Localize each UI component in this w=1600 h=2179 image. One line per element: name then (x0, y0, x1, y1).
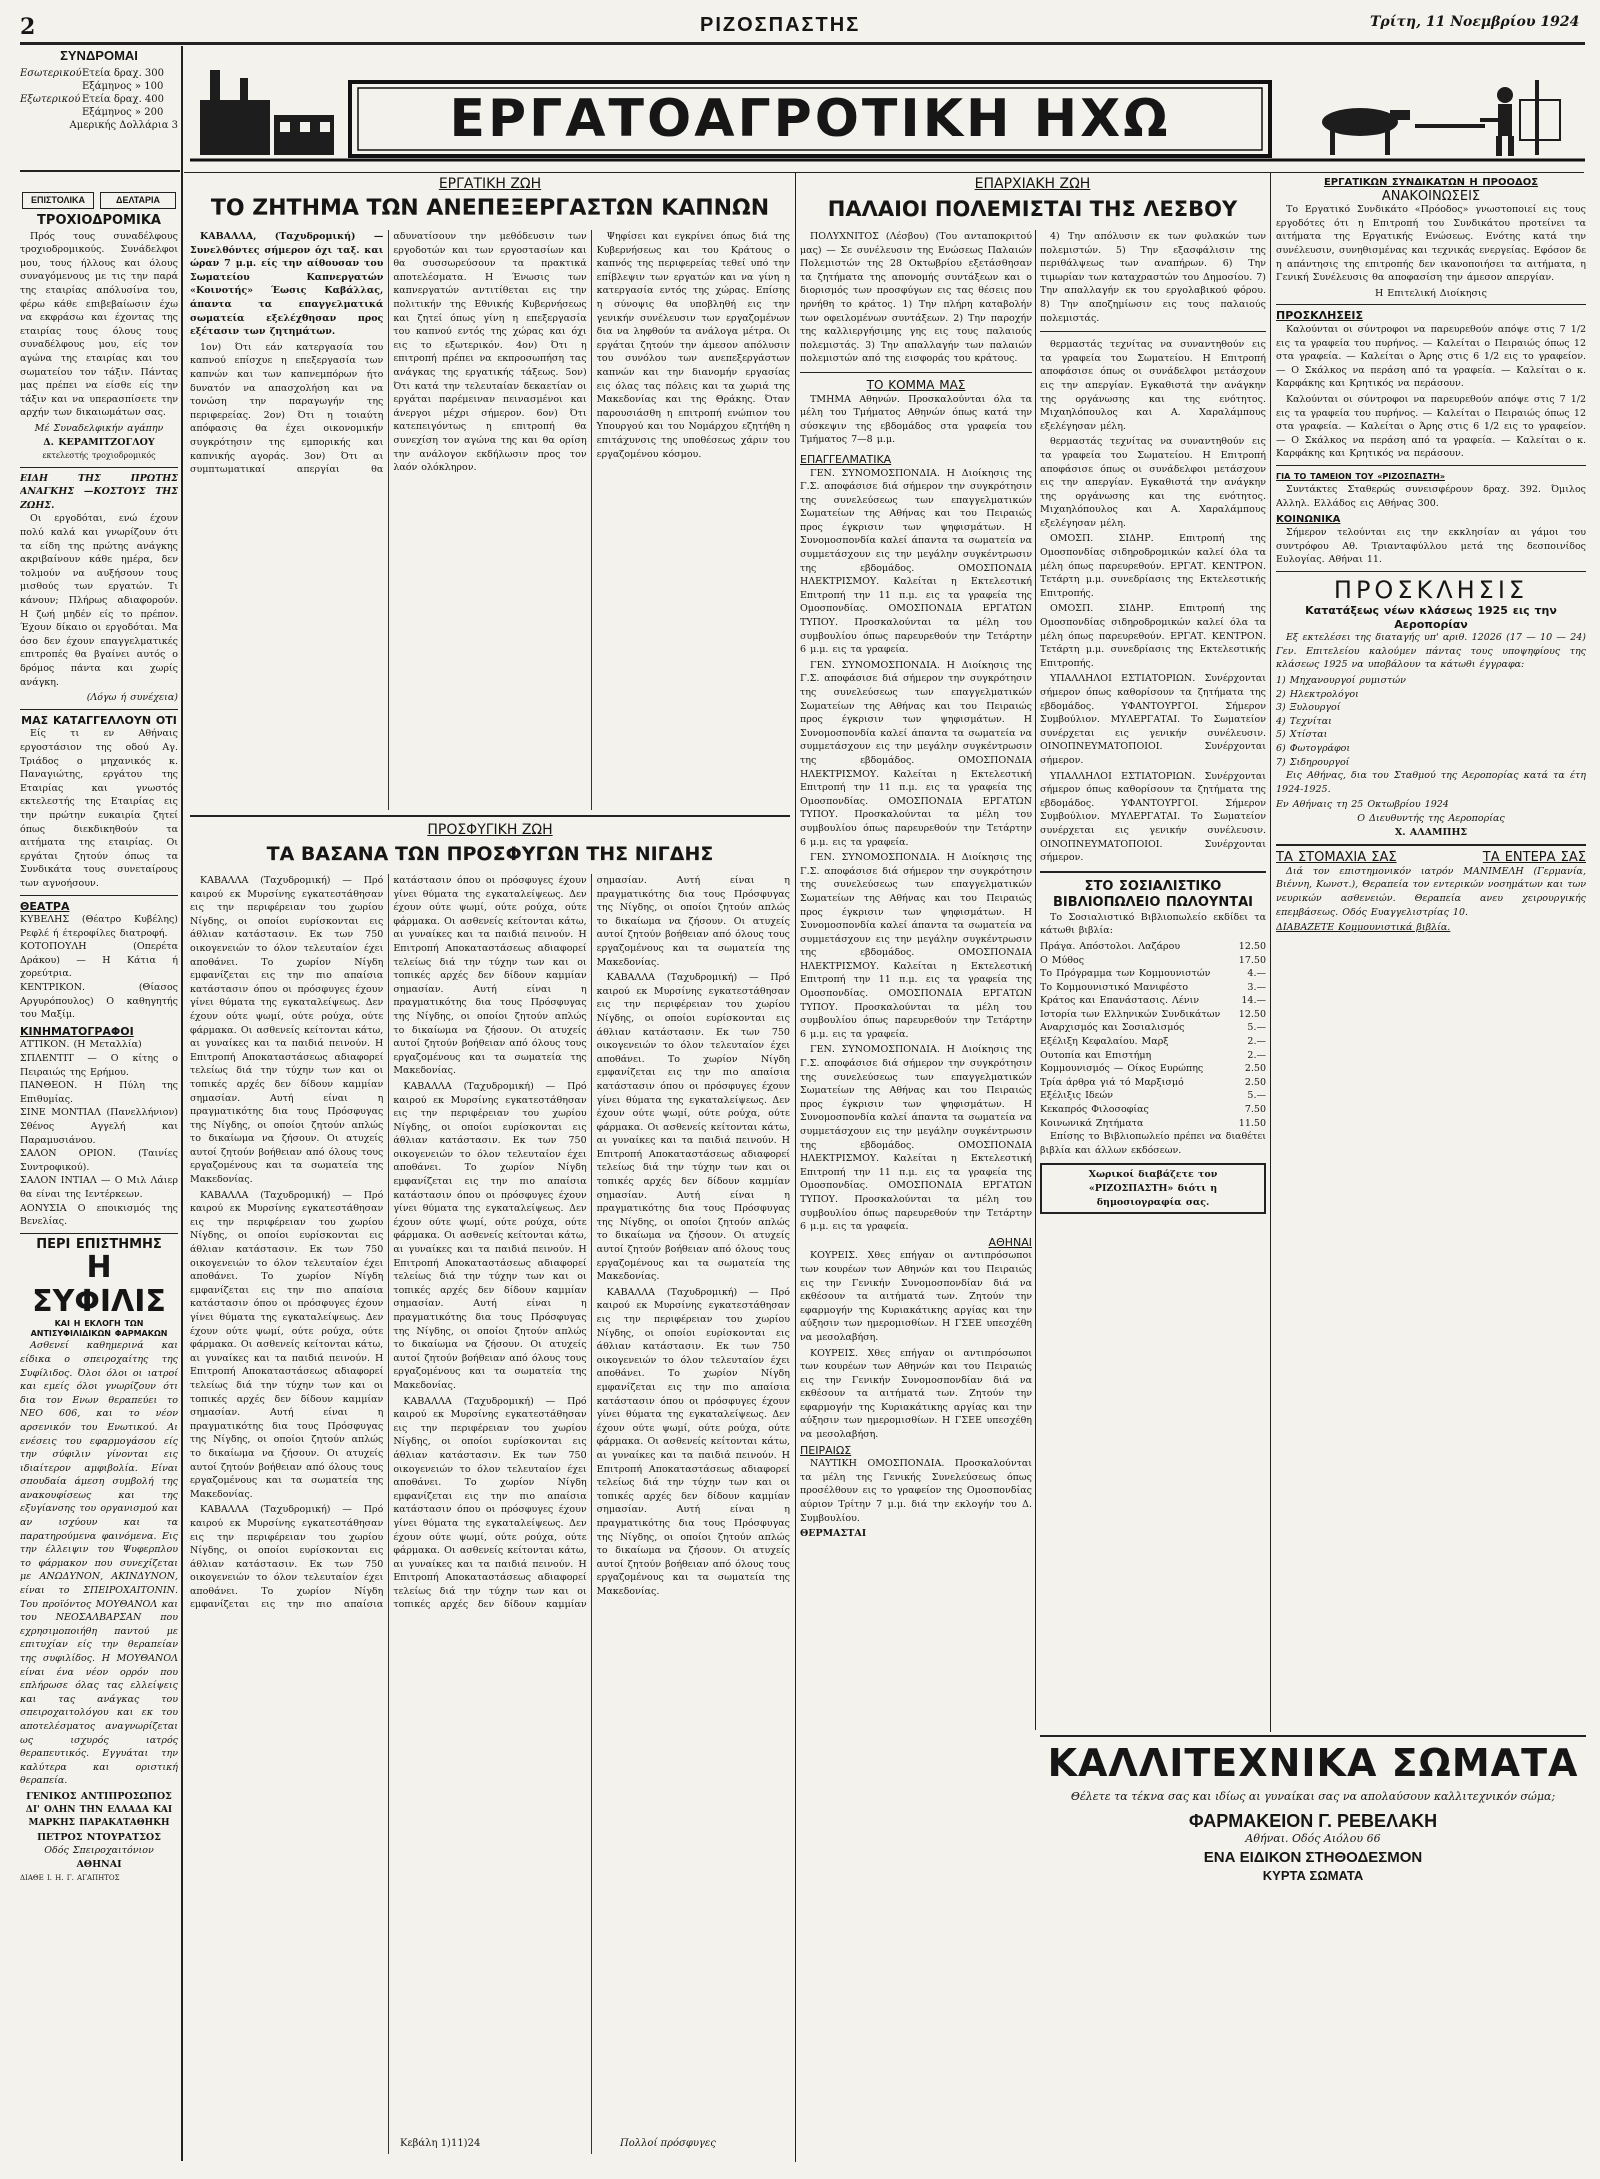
column-rule (1270, 172, 1271, 1732)
cinema-item: ΣΙΝΕ ΜΟΝΤΙΑΛ (Πανελλήνιον) Σθένος Αγγελή και Παραμυσιάνου. (20, 1107, 178, 1146)
refugee-dateline: Κεβάλη 1)11)24 (400, 2138, 481, 2149)
column-5 (1276, 176, 1586, 1731)
agent-city: ΑΘΗΝΑΙ (76, 1858, 122, 1870)
call-item: 6) Φωτογράφοι (1276, 742, 1351, 754)
refugee-headline: ΤΑ ΒΑΣΑΝΑ ΤΩΝ ΠΡΟΣΦΥΓΩΝ ΤΗΣ ΝΙΓΔΗΣ (266, 843, 714, 865)
article-body: ΚΑΒΑΛΛΑ (Ταχυδρομική) — Πρό καιρού εκ Μυρσίνης εγκατεστάθησαν εις την περιφέρειαν του χωρίου Νίγδης, οι οποίοι ευρίσκονται εις άθλιαν κατάστασιν. Εκ των 750 οικογενειών το όλον τελευταίον έχει αποθάνει. Το χωρίον Νίγδη εμφανίζεται εις την πιο απαίσια κατάστασιν όπου οι πρόσφυγες έχουν γίνει θύματα της εγκαταλείψεως. Δεν έχουν ούτε ψωμί, ούτε ρούχα, ούτε φάρμακα. Οι ασθενείς κείτονται κάτω, αι γυναίκες και τα παιδιά πεινούν. Η Επιτροπή Αποκαταστάσεως αδιαφορεί τελείως διά την τύχην των και οι τοπικές αρχές δεν δίδουν καμμίαν σημασίαν. Αυτή είναι η πραγματικότης δια τους Πρόσφυγας της Νίγδης, οι οποίοι ζητούν απλώς το δικαίωμα να ζήσουν. Οι ατυχείς αυτοί ζητούν βοήθειαν από όλους τους εργαζομένους και τα σωματεία της Μακεδονίας. (596, 972, 790, 1283)
pharmacy-name: ΦΑΡΜΑΚΕΙΟΝ Γ. ΡΕΒΕΛΑΚΗ (1188, 1811, 1438, 1831)
denounce-title: ΜΑΣ ΚΑΤΑΓΓΕΛΛΟΥΝ ΟΤΙ (21, 713, 177, 727)
professional-title: ΕΠΑΓΓΕΛΜΑΤΙΚΑ (800, 452, 892, 466)
exterior-label: Εξωτερικού (20, 94, 81, 105)
veterans-headline: ΠΑΛΑΙΟΙ ΠΟΛΕΜΙΣΤΑΙ ΤΗΣ ΛΕΣΒΟΥ (827, 197, 1238, 221)
theatre-item: ΚΥΒΕΛΗΣ (Θέατρο Κυβέλης) Ρεφλέ ή έτεροφίλες διατροφή. (20, 914, 178, 939)
agent-name: ΠΕΤΡΟΣ ΝΤΟΥΡΑΤΣΟΣ (37, 1831, 161, 1843)
article-body: 4) Την απόλυσιν εκ των φυλακών των πολεμιστών. 5) Την εξασφάλισιν της περιθάλψεως των αναπήρων. 6) Την τιμωρίαν των καταχραστών του Δημοσίου. 7) Την απαλλαγήν εκ του εργολαβικού φόρου. 8) Την αποζημίωσιν εις τους παλαιούς πολεμιστάς. (1040, 231, 1266, 324)
call-signature: Ο Διευθυντής της Αεροπορίας (1357, 812, 1505, 824)
rizospastis-box: Χωρικοί διαβάζετε τον «ΡΙΖΟΣΠΑΣΤΗ» διότι η δημοσιογραφία σας. (1040, 1163, 1266, 1214)
party-title: ΤΟ ΚΟΜΜΑ ΜΑΣ (866, 377, 966, 392)
notice-title: ΑΝΑΚΟΙΝΩΣΕΙΣ (1381, 188, 1481, 204)
article-body: Διά τον επιστημονικόν ιατρόν ΜΑΝΙΜΕΛΗ (Γερμανία, Βιέννη, Κωνστ.), Θεραπεία τον εντερικών νοσημάτων και των νευρικών ασθενειών. Θεραπεία ανευ χειρουργικής επεμβάσεως. Οδός Ευαγγελιστρίας 10. (1276, 865, 1586, 918)
book-row: Ο Μύθος 17.50 (1040, 954, 1266, 966)
bookshop-intro: Το Σοσιαλιστικό Βιβλιοπωλείο εκδίδει τα κάτωθι βιβλία: (1040, 911, 1266, 937)
article-body: ΠΟΛΥΧΝΙΤΟΣ (Λέσβου) (Του ανταποκριτού μας) — Σε συνέλευσιν της Ενώσεως Παλαιών Πολεμιστών της 28 Οκτωβρίου εξετάσθησαν τα ζητήματα της απονομής συντάξεων και ο διορισμός των προσφύγων εις τας θέσεις που ηρνήθη το κράτος. 1) Την πλήρη καταβολήν των οφειλομένων συντάξεων. 2) Την παροχήν της καλλιεργήσιμης γης εις τους παλαιούς πολεμιστάς. 3) Την απαλλαγήν των παλαιών πολεμιστών από της εισφοράς του κράτους. (800, 231, 1032, 365)
book-row: Πράγα. Απόστολοι. Λαζάρου 12.50 (1040, 940, 1266, 952)
syphilis-subtitle: ΚΑΙ Η ΕΚΛΟΓΗ ΤΩΝ ΑΝΤΙΣΥΦΙΛΙΔΙΚΩΝ ΦΑΡΜΑΚΩΝ (30, 1319, 168, 1339)
article-lead: ΚΑΒΑΛΛΑ, (Ταχυδρομική) — Συνελθόντες σήμερον όχι ταξ. και ώραν 7 μ.μ. είς την αίθουσαν του Σωματείου Καπνεργατών «Κοινοτής» Έωσις Καβάλλας, άπαντα τα επαγγελματικά σωματεία εξελέχθησαν προς εξέτασιν των ζητημάτων. (190, 231, 384, 338)
book-row: Κοινωνικά Ζητήματα 11.50 (1040, 1117, 1266, 1129)
cinema-title: ΚΙΝΗΜΑΤΟΓΡΑΦΟΙ (20, 1024, 134, 1038)
book-row: Κεκαπρός Φιλοσοφίας 7.50 (1040, 1104, 1266, 1116)
factory-icon (200, 70, 334, 155)
theatre-item: ΚΕΝΤΡΙΚΟΝ. (Θίασος Αργυρόπουλος) Ο καθηγητής του Μαξίμ. (20, 982, 178, 1021)
athens-title: ΑΘΗΝΑΙ (988, 1235, 1032, 1249)
article-body: ΚΟΥΡΕΙΣ. Χθες επήγαν οι αντιπρόσωποι των κουρέων των Αθηνών και του Πειραιώς εις την Γενικήν Συνομοσπονδίαν διά να εκθέσουν τα αιτήματά των. Ζητούν την εφαρμογήν της Κυριακάτικης αργίας και την αύξησιν των ημερομισθίων. Η ΓΣΕΕ υπεσχέθη να μεσολαβήση. (800, 1250, 1032, 1343)
call-date: Εν Αθήναις τη 25 Οκτωβρίου 1924 (1276, 799, 1449, 811)
column-3 (800, 230, 1032, 2155)
article-body: Εξ εκτελέσει της διαταγής υπ' αριθ. 12026 (17 — 10 — 24) Γεν. Επιτελείου καλούμεν πάντας τους υποψηφίους της κλάσεως 1925 να υποβάλουν τα κάτωθι έγγραφα: (1276, 632, 1586, 671)
price-row: Εξάμηνος » 200 (82, 107, 164, 118)
syphilis-title: Η ΣΥΦΙΛΙΣ (32, 1250, 166, 1320)
call-item: 1) Μηχανουργοί ρυμιστών (1276, 675, 1406, 686)
article-body: Συντάκτες Σταθερώς συνεισφέρουν δραχ. 392. Όμιλος Αλληλ. Ελλάδος εις Αθήνας 300. (1276, 484, 1586, 510)
price-row: Ετεία δραχ. 300 (82, 68, 165, 79)
signature-role: εκτελεστής τροχιοδρομικός (42, 451, 156, 461)
continued-note: (Λόγω ή συνέχεια) (86, 692, 178, 704)
call-item: 2) Ηλεκτρολόγοι (1276, 688, 1359, 700)
book-row: Εξέλιξη Κεφαλαίου. Μαρξ 2.— (1040, 1036, 1266, 1048)
interior-label: Εσωτερικού (20, 68, 82, 79)
article-body: ΚΑΒΑΛΛΑ (Ταχυδρομική) — Πρό καιρού εκ Μυρσίνης εγκατεστάθησαν εις την περιφέρειαν του χωρίου Νίγδης, οι οποίοι ευρίσκονται εις άθλιαν κατάστασιν. Εκ των 750 οικογενειών το όλον τελευταίον έχει αποθάνει. Το χωρίον Νίγδη εμφανίζεται εις την πιο απαίσια κατάστασιν όπου οι πρόσφυγες έχουν γίνει θύματα της εγκαταλείψεως. Δεν έχουν ούτε ψωμί, ούτε ρούχα, ούτε φάρμακα. Οι ασθενείς κείτονται κάτω, αι γυναίκες και τα παιδιά πεινούν. Η Επιτροπή Αποκαταστάσεως αδιαφορεί τελείως διά την τύχην των και οι τοπικές αρχές δεν δίδουν καμμίαν σημασίαν. Αυτή είναι η πραγματικότης δια τους Πρόσφυγας της Νίγδης, οι οποίοι ζητούν απλώς το δικαίωμα να ζήσουν. Οι ατυχείς αυτοί ζητούν βοήθειαν από όλους τους εργαζομένους και τα σωματεία της Μακεδονίας. (190, 1189, 384, 1500)
price-row: Ετεία δραχ. 400 (82, 94, 165, 105)
article-body: ΚΑΒΑΛΛΑ (Ταχυδρομική) — Πρό καιρού εκ Μυρσίνης εγκατεστάθησαν εις την περιφέρειαν του χωρίου Νίγδης, οι οποίοι ευρίσκονται εις άθλιαν κατάστασιν. Εκ των 750 οικογενειών το όλον τελευταίον έχει αποθάνει. Το χωρίον Νίγδη εμφανίζεται εις την πιο απαίσια κατάστασιν όπου οι πρόσφυγες έχουν γίνει θύματα της εγκαταλείψεως. Δεν έχουν ούτε ψωμί, ούτε ρούχα, ούτε φάρμακα. Οι ασθενείς κείτονται κάτω, αι γυναίκες και τα παιδιά πεινούν. Η Επιτροπή Αποκαταστάσεως αδιαφορεί τελείως διά την τύχην των και οι τοπικές αρχές δεν δίδουν καμμίαν σημασίαν. Αυτή είναι η πραγματικότης δια τους Πρόσφυγας της Νίγδης, οι οποίοι ζητούν απλώς το δικαίωμα να ζήσουν. Οι ατυχείς αυτοί ζητούν βοήθειαν από όλους τους εργαζομένους και τα σωματεία της Μακεδονίας. (393, 875, 790, 1611)
agent-region: ΔΙ' ΟΛΗΝ ΤΗΝ ΕΛΛΑΔΑ ΚΑΙ ΜΑΡΚΗΣ ΠΑΡΑΚΑΤΑΘΗΚΗ (25, 1804, 173, 1829)
read-books-line: ΔΙΑΒΑΖΕΤΕ Κομμουνιστικά βιβλία. (1276, 922, 1451, 934)
article-body: ΟΜΟΣΠ. ΣΙΔΗΡ. Επιτροπή της Ομοσπονδίας σιδηροδρομικών καλεί όλα τα μέλη όπως παρευρεθούν. ΕΡΓΑΤ. ΚΕΝΤΡΟΝ. Τετάρτη μ.μ. συνεδρίασις της Εκτελεστικής Επιτροπής. (1040, 533, 1266, 599)
header-rule (20, 42, 1585, 45)
corset-subtitle: ΕΝΑ ΕΙΔΙΚΟΝ ΣΤΗΘΟΔΕΣΜΟΝ (1203, 1849, 1423, 1866)
call-item: 7) Σιδηρουργοί (1276, 756, 1350, 768)
article-body: Καλούνται οι σύντροφοι να παρευρεθούν απόψε στις 7 1/2 εις τα γραφεία του πυρήνος. — Καλείται ο Πειραιώς όπως 12 στα γραφεία. — Καλείται ο Άρης στις 6 1/2 εις το γραφείον. — Ο Σκάλκος να περάση από τα γραφεία. — Καλείται ο κ. Καρφάκης και Κρητικός να περάσουν. (1276, 323, 1586, 390)
article-body: ΤΜΗΜΑ Αθηνών. Προσκαλούνται όλα τα μέλη του Τμήματος Αθηνών όπως κατά την σύσκεψιν της εβδομάδος στα γραφεία του Τμήματος 7—8 μ.μ. (800, 393, 1032, 446)
article-body: ΓΕΝ. ΣΥΝΟΜΟΣΠΟΝΔΙΑ. Η Διοίκησις της Γ.Σ. αποφάσισε διά σήμερον την συγκρότησιν της συνελεύσεως των επαγγελματικών Σωματείων της Αθήνας και του Πειραιώς προς έγκρισιν των ψηφισμάτων. Η Συνομοσπονδία καλεί άπαντα τα σωματεία να συμμετάσχουν εις την μεγάλην συγκέντρωσιν της εβδομάδος. ΟΜΟΣΠΟΝΔΙΑ ΗΛΕΚΤΡΙΣΜΟΥ. Καλείται η Εκτελεστική Επιτροπή την 11 π.μ. εις τα γραφεία της Ομοσπονδίας. ΟΜΟΣΠΟΝΔΙΑ ΕΡΓΑΤΩΝ ΤΥΠΟΥ. Προσκαλούνται τα μέλη του συμβουλίου όπως παρευρεθούν την Τετάρτην 6 μ.μ. εις τα γραφεία. (800, 852, 1032, 1040)
tobacco-article (190, 230, 790, 810)
call-item: 4) Τεχνίται (1276, 715, 1332, 727)
article-body: ΚΑΒΑΛΛΑ (Ταχυδρομική) — Πρό καιρού εκ Μυρσίνης εγκατεστάθησαν εις την περιφέρειαν του χωρίου Νίγδης, οι οποίοι ευρίσκονται εις άθλιαν κατάστασιν. Εκ των 750 οικογενειών το όλον τελευταίον έχει αποθάνει. Το χωρίον Νίγδη εμφανίζεται εις την πιο απαίσια κατάστασιν όπου οι πρόσφυγες έχουν γίνει θύματα της εγκαταλείψεως. Δεν έχουν ούτε ψωμί, ούτε ρούχα, ούτε φάρμακα. Οι ασθενείς κείτονται κάτω, αι γυναίκες και τα παιδιά πεινούν. Η Επιτροπή Αποκαταστάσεως αδιαφορεί τελείως διά την τύχην των και οι τοπικές αρχές δεν δίδουν καμμίαν σημασίαν. Αυτή είναι η πραγματικότης δια τους Πρόσφυγας της Νίγδης, οι οποίοι ζητούν απλώς το δικαίωμα να ζήσουν. Οι ατυχείς αυτοί ζητούν βοήθειαν από όλους τους εργαζομένους και τα σωματεία της Μακεδονίας. (596, 1286, 790, 1597)
column-4 (1040, 230, 1266, 1730)
subscriptions-box (20, 48, 178, 188)
agent-address: Οδός Σπειροχαιτόνιον (44, 1845, 154, 1857)
article-body: Το Εργατικό Συνδικάτο «Πρόοδος» γνωστοποιεί εις τους εργοδότες ότι η Επιτροπή του Συνδικάτου προτείνει τα αιτήματα της Εργατικής Ενώσεως. Ενότης κατά την συνέλευσιν, συνηθισμένας και τεχνικάς ενεργείας. Εφόσον δε η απάντησις της επιτροπής δεν ικανοποιήσει τα αιτήματα, η Γενική Συνέλευσις θα αποφασίση την άμεσον απεργίαν. (1276, 204, 1586, 284)
corset-advert (1040, 1740, 1586, 2160)
article-body: ΥΠΑΛΛΗΛΟΙ ΕΣΤΙΑΤΟΡΙΩΝ. Συνέρχονται σήμερον όπως καθορίσουν τα ζητήματα της εβδομάδος. ΥΦΑΝΤΟΥΡΓΟΙ. Σήμερον Συμβούλιον. ΜΥΛΕΡΓΑΤΑΙ. Το Σωματείον συνέρχεται εις γενικήν συνέλευσιν. ΟΙΝΟΠΝΕΥΜΑΤΟΠΟΙΟΙ. Συνέρχονται σήμερον. (1040, 673, 1266, 766)
paper-name: ΡΙΖΟΣΠΑΣΤΗΣ (700, 14, 861, 36)
subscriptions-title: ΣΥΝΔΡΟΜΑΙ (60, 48, 138, 63)
column-rule (1035, 230, 1036, 1730)
banner (190, 60, 1585, 165)
column-rule (181, 46, 183, 2161)
book-row: Κράτος και Επανάστασις. Λένιν 14.— (1040, 995, 1266, 1007)
signature-line: Μέ Συναδελφικήν αγάπην (34, 422, 164, 434)
invites-title: ΠΡΟΣΚΛΗΣΕΙΣ (1276, 309, 1364, 323)
article-body: Είς τι εν Αθήναις εργοστάσιον της οδού Αγ. Τριάδος ο μηχανικός κ. Παναγιώτης, εργάτου της Εταιρίας και γνωστός εκτελεστής της Εταιρίας εις την πρώτην ευκαιρία ζητεί όπως διεκδικηθούν τα αιτήματα της εταιρίας. Οι εργάται ζητούν όπως τα Συνδικάτα τους συνεταίρους των αγνοήσουν. (20, 728, 178, 889)
corset-text: Θέλετε τα τέκνα σας και ιδίως αι γυναίκαι σας να απολαύσουν καλλιτεχνικόν σώμα; (1070, 1790, 1556, 1803)
book-row: Κομμουνισμός — Οίκος Ευρώπης 2.50 (1040, 1063, 1266, 1075)
corset-title: ΚΑΛΛΙΤΕΧΝΙΚΑ ΣΩΜΑΤΑ (1047, 1741, 1579, 1785)
notice-signature: Η Επιτελική Διοίκησις (1375, 287, 1487, 299)
book-row: Το Κομμουνιστικό Μανιφέστο 3.— (1040, 981, 1266, 993)
article-body: ΥΠΑΛΛΗΛΟΙ ΕΣΤΙΑΤΟΡΙΩΝ. Συνέρχονται σήμερον όπως καθορίσουν τα ζητήματα της εβδομάδος. ΥΦΑΝΤΟΥΡΓΟΙ. Σήμερον Συμβούλιον. ΜΥΛΕΡΓΑΤΑΙ. Το Σωματείον συνέρχεται εις γενικήν συνέλευσιν. ΟΙΝΟΠΝΕΥΜΑΤΟΠΟΙΟΙ. Συνέρχονται σήμερον. (1040, 770, 1266, 864)
book-row: Ιστορία των Ελληνικών Συνδικάτων 12.50 (1040, 1008, 1266, 1020)
call-subtitle: Κατατάξεως νέων κλάσεως 1925 εις την Αεροπορίαν (1305, 604, 1557, 631)
stomach-title: ΤΑ ΣΤΟΜΑΧΙΑ ΣΑΣ (1276, 850, 1397, 866)
cinema-item: ΠΑΝΘΕΟΝ. Η Πύλη της Επιθυμίας. (20, 1080, 178, 1105)
column-1 (20, 212, 178, 2162)
cinema-item: ΣΠΛΕΝΤΙΤ — Ο κίτης ο Πειραιώς της Ερήμου. (20, 1053, 178, 1078)
price-row: Εξάμηνος » 100 (82, 81, 164, 92)
article-body: Εις Αθήνας, δια του Σταθμού της Αεροπορίας κατά τα έτη 1924-1925. (1276, 770, 1586, 795)
call-item: 3) Ξυλουργοί (1276, 702, 1341, 714)
cinema-item: ΑΤΤΙΚΟΝ. (Η Μεταλλία) (20, 1039, 142, 1051)
theatre-item: ΚΟΤΟΠΟΥΛΗ (Οπερέτα Δράκου) — Η Κάτια ή χορεύτρια. (20, 941, 178, 980)
refugee-section: ΠΡΟΣΦΥΓΙΚΗ ΖΩΗ (427, 822, 553, 838)
tram-title: ΤΡΟΧΙΟΔΡΟΜΙΚΑ (37, 213, 161, 228)
article-body: Ασθενεί καθημερινά και είδικα ο σπειροχαίτης της Συφίλιδος. Όλοι όλοι οι ιατροί και εμείς όλοι γνωρίζουν ότι δια τον Ενων θεραπεύει το ΝΕΟ 606, και το νέον αρσενικόν του Ενωτικού. Αι ενέσεις του εφαρμογάσου είς την σύφιλιν γίνονται εις ιδιαίτερον αμφιβολία. Είναι σπουδαία άμεση συμβολή της ανακουφίσεως και της εξυγίανσης του οργανισμού και αν ισχύουν και τα παρατηρούμενα φαινόμενα. Εις την έλλειψιν του Ψυφερπλου το φάρμακον που συνεχίζεται με ΑΝΩΔΥΝΟΝ, ΑΚΙΝΔΥΝΟΝ, είναι το ΣΠΕΙΡΟΧΑΙΤΟΝΙΝ. Του προϊόντος ΜΟΥΘΑΝΟΛ και του ΝΕΟΣΑΛΒΑΡΣΑΝ που εχρησιμοποιήθη παντού με επιτυχίαν είς την θεραπείαν της συφιλίδος. Η ΜΟΥΘΑΝΟΛ είναι ένα νέον ορρόν που επλήρωσε όλας τας ελλείψεις και τας ανάγκας του σπειροχαιτολόγου και εκ του αποτελέσματος αναγνωρίζεται ως ισχυρός ιατρός θεραπευτικός. Εγγυάται την καλύτερα και οριστική θεραπεία. (20, 1340, 178, 1787)
banner-title: ΕΡΓΑΤΟΑΓΡΟΤΙΚΗ ΗΧΩ (449, 89, 1171, 149)
column-rule (795, 172, 796, 2162)
article-body: θερμαστάς τεχνίτας να συναντηθούν εις τα γραφεία του Σωματείου. Η Επιτροπή αποφάσισε όπως οι συνάδελφοι μετάσχουν εις την απεργίαν. Εγκαθιστά την ανάγκην της οργάνωσης και της ενότητος. Μιχαηλόπουλος και Α. Χαραλάμπους εξελέγησαν μέλη. (1040, 339, 1266, 432)
article-body: ΟΜΟΣΠ. ΣΙΔΗΡ. Επιτροπή της Ομοσπονδίας σιδηροδρομικών καλεί όλα τα μέλη όπως παρευρεθούν. ΕΡΓΑΤ. ΚΕΝΤΡΟΝ. Τετάρτη μ.μ. συνεδρίασις της Εκτελεστικής Επιτροπής. (1040, 603, 1266, 669)
cinema-item: ΣΑΛΟΝ ΙΝΤΙΑΛ — Ο Μιλ Λάιερ θα είναι της Ιεντέρκεων. (20, 1175, 178, 1200)
printer-line: ΔΙΑΘΕ Ι. Η. Γ. ΑΓΑΠΗΤΟΣ (20, 1873, 120, 1882)
article-body: ΚΑΒΑΛΛΑ (Ταχυδρομική) — Πρό καιρού εκ Μυρσίνης εγκατεστάθησαν εις την περιφέρειαν του χωρίου Νίγδης, οι οποίοι ευρίσκονται εις άθλιαν κατάστασιν. Εκ των 750 οικογενειών το όλον τελευταίον έχει αποθάνει. Το χωρίον Νίγδη εμφανίζεται εις την πιο απαίσια κατάστασιν όπου οι πρόσφυγες έχουν γίνει θύματα της εγκαταλείψεως. Δεν έχουν ούτε ψωμί, ούτε ρούχα, ούτε φάρμακα. Οι ασθενείς κείτονται κάτω, αι γυναίκες και τα παιδιά πεινούν. Η Επιτροπή Αποκαταστάσεως αδιαφορεί τελείως διά την τύχην των και οι τοπικές αρχές δεν δίδουν καμμίαν σημασίαν. Αυτή είναι η πραγματικότης δια τους Πρόσφυγας της Νίγδης, οι οποίοι ζητούν απλώς το δικαίωμα να ζήσουν. Οι ατυχείς αυτοί ζητούν βοήθειαν από όλους τους εργαζομένους και τα σωματεία της Μακεδονίας. (190, 875, 384, 1186)
stokers-label: ΘΕΡΜΑΣΤΑΙ (800, 1528, 867, 1540)
call-title: ΠΡΟΣΚΛΗΣΙΣ (1333, 576, 1529, 605)
header-date: Τρίτη, 11 Νοεμβρίου 1924 (1370, 14, 1580, 30)
book-list (1040, 940, 1266, 1130)
article-body: ΝΑΥΤΙΚΗ ΟΜΟΣΠΟΝΔΙΑ. Προσκαλούνται τα μέλη της Γενικής Συνελεύσεως όπως προσέλθουν εις το γραφείον της Ομοσπονδίας αύριον Τρίτην 7 μ.μ. διά την εκλογήν του Δ. Συμβουλίου. (800, 1458, 1032, 1524)
fund-title: ΓΙΑ ΤΟ ΤΑΜΕΙΟΝ ΤΟΥ «ΡΙΖΟΣΠΑΣΤΗ» (1276, 471, 1446, 481)
book-row: Εξέλιξις Ιδεών 5.— (1040, 1090, 1266, 1102)
article-body: ΓΕΝ. ΣΥΝΟΜΟΣΠΟΝΔΙΑ. Η Διοίκησις της Γ.Σ. αποφάσισε διά σήμερον την συγκρότησιν της συνελεύσεως των επαγγελματικών Σωματείων της Αθήνας και του Πειραιώς προς έγκρισιν των ψηφισμάτων. Η Συνομοσπονδία καλεί άπαντα τα σωματεία να συμμετάσχουν εις την μεγάλην συγκέντρωσιν της εβδομάδος. ΟΜΟΣΠΟΝΔΙΑ ΗΛΕΚΤΡΙΣΜΟΥ. Καλείται η Εκτελεστική Επιτροπή την 11 π.μ. εις τα γραφεία της Ομοσπονδίας. ΟΜΟΣΠΟΝΔΙΑ ΕΡΓΑΤΩΝ ΤΥΠΟΥ. Προσκαλούνται τα μέλη του συμβουλίου όπως παρευρεθούν την Τετάρτην 6 μ.μ. εις τα γραφεία. (800, 659, 1032, 848)
bowels-title: ΤΑ ΕΝΤΕΡΑ ΣΑΣ (1482, 850, 1586, 866)
article-body: ΚΟΥΡΕΙΣ. Χθες επήγαν οι αντιπρόσωποι των κουρέων των Αθηνών και του Πειραιώς εις την Γενικήν Συνομοσπονδίαν διά να εκθέσουν τα αιτήματά των. Ζητούν την εφαρμογήν της Κυριακάτικης αργίας και την αύξησιν των ημερομισθίων. Η ΓΣΕΕ υπεσχέθη να μεσολαβήση. (800, 1347, 1032, 1441)
page-number: 2 (20, 14, 36, 40)
article-body: θερμαστάς τεχνίτας να συναντηθούν εις τα γραφεία του Σωματείου. Η Επιτροπή αποφάσισε όπως οι συνάδελφοι μετάσχουν εις την απεργίαν. Εγκαθιστά την ανάγκην της οργάνωσης και της ενότητος. Μιχαηλόπουλος και Α. Χαραλάμπους εξελέγησαν μέλη. (1040, 436, 1266, 529)
america-price: Αμερικής Δολλάρια 3 (69, 120, 178, 131)
labour-life-section: ΕΡΓΑΤΙΚΗ ΖΩΗ (438, 176, 542, 192)
bookshop-note: Επίσης το Βιβλιοπωλείο πρέπει να διαθέτει βιβλία και άλλων εκδόσεων. (1040, 1131, 1266, 1156)
refugee-signature: Πολλοί πρόσφυγες (620, 2138, 716, 2149)
tobacco-headline: ΤΟ ΖΗΤΗΜΑ ΤΩΝ ΑΝΕΠΕΞΕΡΓΑΣΤΩΝ ΚΑΠΝΩΝ (210, 196, 770, 221)
cinema-item: ΣΑΛΟΝ ΟΡΙΟΝ. (Ταινίες Συντροφικού). (20, 1148, 178, 1173)
unions-title: ΕΡΓΑΤΙΚΩΝ ΣΥΝΔΙΚΑΤΩΝ Η ΠΡΟΟΔΟΣ (1323, 177, 1539, 188)
ploughman-icon (1322, 80, 1560, 156)
needs-title: ΕΙΔΗ ΤΗΣ ΠΡΩΤΗΣ ΑΝΑΓΚΗΣ —ΚΟΣΤΟΥΣ ΤΗΣ ΖΩΗΣ. (20, 472, 178, 511)
cinema-item: ΑΟΝΥΣΙΑ Ο εποικισμός της Βενελίας. (20, 1202, 178, 1228)
article-body: Οι εργοδόται, ενώ έχουν πολύ καλά και γνωρίζουν ότι τα είδη της πρώτης ανάγκης ακριβαίνουν κάθε ημέρα, δεν τολμούν να αυξήσουν τους μισθούς των εργατών. Τι κάνουν; Πλήρως αδιαφορούν. Η ζωή μηδέν είς το πρέπον. Έχουν δίκαιο οι εργοδόται. Μα όσο δεν έχουν επαγγελματικές επιτροπές θα βγαίνει αυτός ο δρόμος πάντα και χωρίς ανάγκη. (20, 513, 178, 688)
science-title: ΠΕΡΙ ΕΠΙΣΤΗΜΗΣ (36, 1236, 162, 1252)
article-body: ΓΕΝ. ΣΥΝΟΜΟΣΠΟΝΔΙΑ. Η Διοίκησις της Γ.Σ. αποφάσισε διά σήμερον την συγκρότησιν της συνελεύσεως των επαγγελματικών Σωματείων της Αθήνας και του Πειραιώς προς έγκρισιν των ψηφισμάτων. Η Συνομοσπονδία καλεί άπαντα τα σωματεία να συμμετάσχουν εις την μεγάλην συγκέντρωσιν της εβδομάδος. ΟΜΟΣΠΟΝΔΙΑ ΗΛΕΚΤΡΙΣΜΟΥ. Καλείται η Εκτελεστική Επιτροπή την 11 π.μ. εις τα γραφεία της Ομοσπονδίας. ΟΜΟΣΠΟΝΔΙΑ ΕΡΓΑΤΩΝ ΤΥΠΟΥ. Προσκαλούνται τα μέλη του συμβουλίου όπως παρευρεθούν την Τετάρτην 6 μ.μ. εις τα γραφεία. (800, 1044, 1032, 1233)
theatre-title: ΘΕΑΤΡΑ (20, 899, 70, 913)
signature-name: Δ. ΚΕΡΑΜΙΤΖΟΓΛΟΥ (43, 436, 155, 448)
article-body: ΚΑΒΑΛΛΑ (Ταχυδρομική) — Πρό καιρού εκ Μυρσίνης εγκατεστάθησαν εις την περιφέρειαν του χωρίου Νίγδης, οι οποίοι ευρίσκονται εις άθλιαν κατάστασιν. Εκ των 750 οικογενειών το όλον τελευταίον έχει αποθάνει. Το χωρίον Νίγδη εμφανίζεται εις την πιο απαίσια κατάστασιν όπου οι πρόσφυγες έχουν γίνει θύματα της εγκαταλείψεως. Δεν έχουν ούτε ψωμί, ούτε ρούχα, ούτε φάρμακα. Οι ασθενείς κείτονται κάτω, αι γυναίκες και τα παιδιά πεινούν. Η Επιτροπή Αποκαταστάσεως αδιαφορεί τελείως διά την τύχην των και οι τοπικές αρχές δεν δίδουν καμμίαν σημασίαν. Αυτή είναι η πραγματικότης δια τους Πρόσφυγας της Νίγδης, οι οποίοι ζητούν απλώς το δικαίωμα να ζήσουν. Οι ατυχείς αυτοί ζητούν βοήθειαν από όλους τους εργαζομένους και τα σωματεία της Μακεδονίας. (393, 1080, 587, 1391)
book-row: Ουτοπία και Επιστήμη 2.— (1040, 1049, 1266, 1061)
call-name: Χ. ΑΛΑΜΠΗΣ (1394, 826, 1468, 838)
rule (20, 170, 180, 172)
banner-rule (184, 172, 1584, 173)
article-body: Πρός τους συναδέλφους τροχιοδρομικούς. Συνάδελφοι μου, τους ήλλους και όλους συναγόμενους με τις την παρά της εταιρίας απόλυσίνα του, φέρω κάθε επιβεβαίωσιν έχω να εκφράσω και έχοντας της εταιρίας τους όλους τους συναδέλφους μου, είς τον αγώνα της εταιρίας και του σωματείου τον τάξιν. Πάντας μας πρέπει να είσθε είς την τάξιν και να υπερασπίσετε την αρχήν των δικαιωμάτων σας. (20, 230, 178, 419)
letters-box: ΕΠΙΣΤΟΛΙΚΑ (22, 192, 94, 209)
article-body: ΓΕΝ. ΣΥΝΟΜΟΣΠΟΝΔΙΑ. Η Διοίκησις της Γ.Σ. αποφάσισε διά σήμερον την συγκρότησιν της συνελεύσεως των επαγγελματικών Σωματείων της Αθήνας και του Πειραιώς προς έγκρισιν των ψηφισμάτων. Η Συνομοσπονδία καλεί άπαντα τα σωματεία να συμμετάσχουν εις την μεγάλην συγκέντρωσιν της εβδομάδος. ΟΜΟΣΠΟΝΔΙΑ ΗΛΕΚΤΡΙΣΜΟΥ. Καλείται η Εκτελεστική Επιτροπή την 11 π.μ. εις τα γραφεία της Ομοσπονδίας. ΟΜΟΣΠΟΝΔΙΑ ΕΡΓΑΤΩΝ ΤΥΠΟΥ. Προσκαλούνται τα μέλη του συμβουλίου όπως παρευρεθούν την Τετάρτην 6 μ.μ. εις τα γραφεία. (800, 467, 1032, 656)
social-title: ΚΟΙΝΩΝΙΚΑ (1276, 513, 1341, 525)
rule (190, 815, 790, 817)
book-row: Τρία άρθρα γιά τό Μαρξισμό 2.50 (1040, 1076, 1266, 1088)
provincial-section: ΕΠΑΡΧΙΑΚΗ ΖΩΗ (974, 176, 1091, 192)
article-body: Ψηφίσει και εγκρίνει όπως διά της Κυβερνήσεως και του Κράτους ο καπνός της περιφερείας τεθεί υπό την επίβλεψιν των εργατών και να γίνη η κατεργασία εντός της χώρας. Επίσης η σύνοψις θα υποβληθή εις την γενικήν συνέλευσιν των εργαζομένων δια να ληφθούν τα ανάλογα μέτρα. Οι εργάται ζητούν την άμεσον απόλυσιν του συνόλου των ανεπεξεργάστων καπνών και την διανομήν εργασίας εις όλας τας πόλεις και τα χωριά της Μακεδονίας και της Θράκης. Όταν παρουσιάσθη η επιτροπή ενώπιον του Υπουργού και του Νομάρχου εζητήθη η επιτάχυνσις της υποθέσεως χάριν του εργαζομένου κόσμου. (596, 231, 790, 460)
corset-tail: ΚΥΡΤΑ ΣΩΜΑΤΑ (1262, 1868, 1364, 1883)
refugee-article (190, 874, 790, 2154)
article-body: ΚΑΒΑΛΛΑ (Ταχυδρομική) — Πρό καιρού εκ Μυρσίνης εγκατεστάθησαν εις την περιφέρειαν του χωρίου Νίγδης, οι οποίοι ευρίσκονται εις άθλιαν κατάστασιν. Εκ των 750 οικογενειών το όλον τελευταίον έχει αποθάνει. Το χωρίον Νίγδη εμφανίζεται εις την πιο απαίσια κατάστασιν όπου οι πρόσφυγες έχουν γίνει θύματα της εγκαταλείψεως. Δεν έχουν ούτε ψωμί, ούτε ρούχα, ούτε φάρμακα. Οι ασθενείς κείτονται κάτω, αι γυναίκες και τα παιδιά πεινούν. Η Επιτροπή Αποκαταστάσεως αδιαφορεί τελείως διά την τύχην των και οι τοπικές αρχές δεν δίδουν καμμίαν σημασίαν. Αυτή είναι η πραγματικότης δια τους Πρόσφυγας της Νίγδης, οι οποίοι ζητούν απλώς το δικαίωμα να ζήσουν. Οι ατυχείς αυτοί ζητούν βοήθειαν από όλους τους εργαζομένους και τα σωματεία της Μακεδονίας. (190, 875, 587, 1611)
bookshop-title: ΣΤΟ ΣΟΣΙΑΛΙΣΤΙΚΟ ΒΙΒΛΙΟΠΩΛΕΙΟ ΠΩΛΟΥΝΤΑΙ (1053, 878, 1253, 910)
advert-rule (1040, 1735, 1586, 1737)
book-row: Αναρχισμός και Σοσιαλισμός 5.— (1040, 1022, 1266, 1034)
piraeus-title: ΠΕΙΡΑΙΩΣ (800, 1443, 852, 1457)
call-item: 5) Χτίσται (1276, 729, 1328, 741)
agent-title: ΓΕΝΙΚΟΣ ΑΝΤΙΠΡΟΣΩΠΟΣ (26, 1790, 172, 1802)
cards-box: ΔΕΛΤΑΡΙΑ (100, 192, 176, 209)
book-row: Το Πρόγραμμα των Κομμουνιστών 4.— (1040, 968, 1266, 980)
article-body: Καλούνται οι σύντροφοι να παρευρεθούν απόψε στις 7 1/2 εις τα γραφεία του πυρήνος. — Καλείται ο Πειραιώς όπως 12 στα γραφεία. — Καλείται ο Άρης στις 6 1/2 εις το γραφείον. — Ο Σκάλκος να περάση από τα γραφεία. — Καλείται ο κ. Καρφάκης και Κρητικός να περάσουν. (1276, 393, 1586, 460)
article-body: 1ον) Ότι εάν κατεργασία του καπνού επίσχυε η επεξεργασία των καπνών και των καπνεμπόρων ήτο δυνατόν να απασχολήση και να τονώση την παραγωγήν της περιφερείας. 2ον) Ότι η τοιαύτη απόφασις θα έχει οικονομικήν συγκρότησιν της εμπορικής και καπνικής αγοράς. 3ον) Ότι αι συμπτωματικαί απεργίαι θα αδυνατίσουν την μεθόδευσιν των εργοδοτών και των εργοστασίων και θα συσσωρεύσουν τα πρακτικά αποτελέσματα. Η Ένωσις των καπνεργατών αντιτίθεται εις την πολιτικήν της Εθνικής Κυβερνήσεως και ζητεί όπως γίνη η επεξεργασία του καπνού εντός της χώρας και όχι εις το εξωτερικόν. 4ον) Ότι η επιτροπή πρέπει να εκπροσωπήση τας ανάγκας της εργατικής τάξεως. 5ον) Ότι κατά την τελευταίαν δεκαετίαν οι εργάται παρέμειναν πεινασμένοι και άνεργοι μέχρι σήμερον. 6ον) Ότι κατεπειγόντως η επιτροπή θα συνεχίση τον αγώνα της και θα ορίση την ανάλογον εκδήλωσιν προς τον λαόν ολόκληρον. (190, 231, 587, 476)
article-body: Σήμερον τελούνται εις την εκκλησίαν αι γάμοι του συντρόφου Αθ. Τριανταφύλλου μετά της δεσποινίδος Ευλογίας. Αθήναι 11. (1276, 527, 1586, 566)
pharmacy-address: Αθήναι. Οδός Αιόλου 66 (1245, 1832, 1381, 1845)
